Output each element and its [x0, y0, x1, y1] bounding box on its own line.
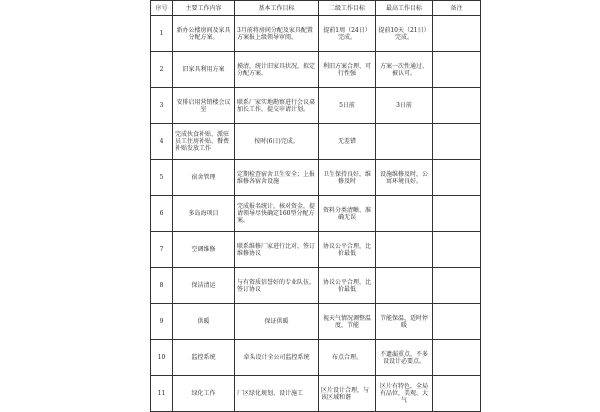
cell-no: 7 [151, 232, 173, 268]
table-header-row [151, 1, 481, 16]
cell-basic: 保证供暖 [235, 304, 319, 340]
cell-no: 6 [151, 196, 173, 232]
cell-level2: 利旧方案合理、可行性强 [319, 52, 376, 88]
table-row [151, 52, 481, 88]
cell-level2: 无差错 [319, 124, 376, 160]
cell-no: 5 [151, 160, 173, 196]
cell-note [433, 16, 481, 52]
cell-content: 新办公楼房间及家具分配方案。 [173, 16, 235, 52]
cell-level2: 视天气情况调整温度，节能 [319, 304, 376, 340]
cell-basic: 完成报名统计，核对资金，提请领导尽快确定160型分配方案。 [235, 196, 319, 232]
cell-level2: 5日前 [319, 88, 376, 124]
cell-content: 宿舍管理 [173, 160, 235, 196]
cell-note [433, 268, 481, 304]
cell-basic: 按时(6日)完成。 [235, 124, 319, 160]
header-basic-goal: 基本工作目标 [235, 1, 319, 16]
work-plan-document [150, 0, 463, 412]
cell-note [433, 376, 481, 412]
table-row [151, 124, 481, 160]
cell-note [433, 52, 481, 88]
cell-content: 空调维修 [173, 232, 235, 268]
table-row [151, 196, 481, 232]
cell-basic: 联系维修厂家进行比对，签订维修协议 [235, 232, 319, 268]
cell-content: 完成伙食补贴、派驻员工住房补贴、餐费补贴发放工作 [173, 124, 235, 160]
cell-level2: 卫生保持良好，维修及时 [319, 160, 376, 196]
cell-content: 监控系统 [173, 340, 235, 376]
cell-note [433, 304, 481, 340]
cell-content: 旧家具利用方案 [173, 52, 235, 88]
cell-no: 11 [151, 376, 173, 412]
header-level2-goal: 二级工作目标 [319, 1, 376, 16]
cell-basic: 摸清，统计旧家具状况，拟定分配方案。 [235, 52, 319, 88]
cell-top: 节能保温，适时停暖 [376, 304, 433, 340]
table-row [151, 16, 481, 52]
table-row [151, 232, 481, 268]
cell-content: 多岛海项目 [173, 196, 235, 232]
cell-content: 供暖 [173, 304, 235, 340]
cell-note [433, 196, 481, 232]
cell-note [433, 340, 481, 376]
cell-top: 方案一次性通过、被认可。 [376, 52, 433, 88]
cell-top [376, 268, 433, 304]
cell-level2: 区片设计合理，与该区域和谐 [319, 376, 376, 412]
table-row [151, 340, 481, 376]
table-row [151, 268, 481, 304]
table-row [151, 160, 481, 196]
cell-note [433, 124, 481, 160]
cell-basic: 联系厂家实地勘察进行会议桌加长工作，提交申请计划。 [235, 88, 319, 124]
cell-top: 提前10天（21日）完成。 [376, 16, 433, 52]
cell-basic: 牵头设计全公司监控系统 [235, 340, 319, 376]
table-row [151, 304, 481, 340]
cell-note [433, 160, 481, 196]
cell-basic: 与有资质信誉好的专业队伍，签订协议 [235, 268, 319, 304]
cell-no: 2 [151, 52, 173, 88]
table-row [151, 376, 481, 412]
cell-note [433, 88, 481, 124]
cell-basic: 厂区绿化规划、设计施工 [235, 376, 319, 412]
header-content: 主要工作内容 [173, 1, 235, 16]
cell-no: 1 [151, 16, 173, 52]
cell-no: 9 [151, 304, 173, 340]
cell-no: 8 [151, 268, 173, 304]
cell-level2: 协议公平合理，比价最低 [319, 268, 376, 304]
cell-note [433, 232, 481, 268]
header-note: 备注 [433, 1, 481, 16]
header-top-goal: 最高工作目标 [376, 1, 433, 16]
cell-level2: 资料分类清晰、准确无误 [319, 196, 376, 232]
cell-level2: 提前1周（24日）完成。 [319, 16, 376, 52]
cell-top: 区片有特色，全局有品位，美观、大气 [376, 376, 433, 412]
cell-content: 保洁清运 [173, 268, 235, 304]
cell-no: 10 [151, 340, 173, 376]
cell-top: 设施维修及时，公寓环境良好。 [376, 160, 433, 196]
cell-top [376, 232, 433, 268]
cell-top [376, 124, 433, 160]
cell-level2: 布点合理。 [319, 340, 376, 376]
cell-content: 安排启用营销楼会议室 [173, 88, 235, 124]
cell-no: 4 [151, 124, 173, 160]
table-row [151, 88, 481, 124]
cell-no: 3 [151, 88, 173, 124]
header-no: 序号 [151, 1, 173, 16]
cell-basic: 3月前将房间分配及家具配置方案报上级领导审阅。 [235, 16, 319, 52]
cell-content: 绿化工作 [173, 376, 235, 412]
cell-top [376, 196, 433, 232]
work-plan-table [150, 0, 481, 412]
cell-basic: 定期检查宿舍卫生安全；上报维修各宿舍设施 [235, 160, 319, 196]
cell-top: 不遗漏重点，不多设设计必要点。 [376, 340, 433, 376]
cell-level2: 协议公平合理，比价最低 [319, 232, 376, 268]
cell-top: 3日前 [376, 88, 433, 124]
